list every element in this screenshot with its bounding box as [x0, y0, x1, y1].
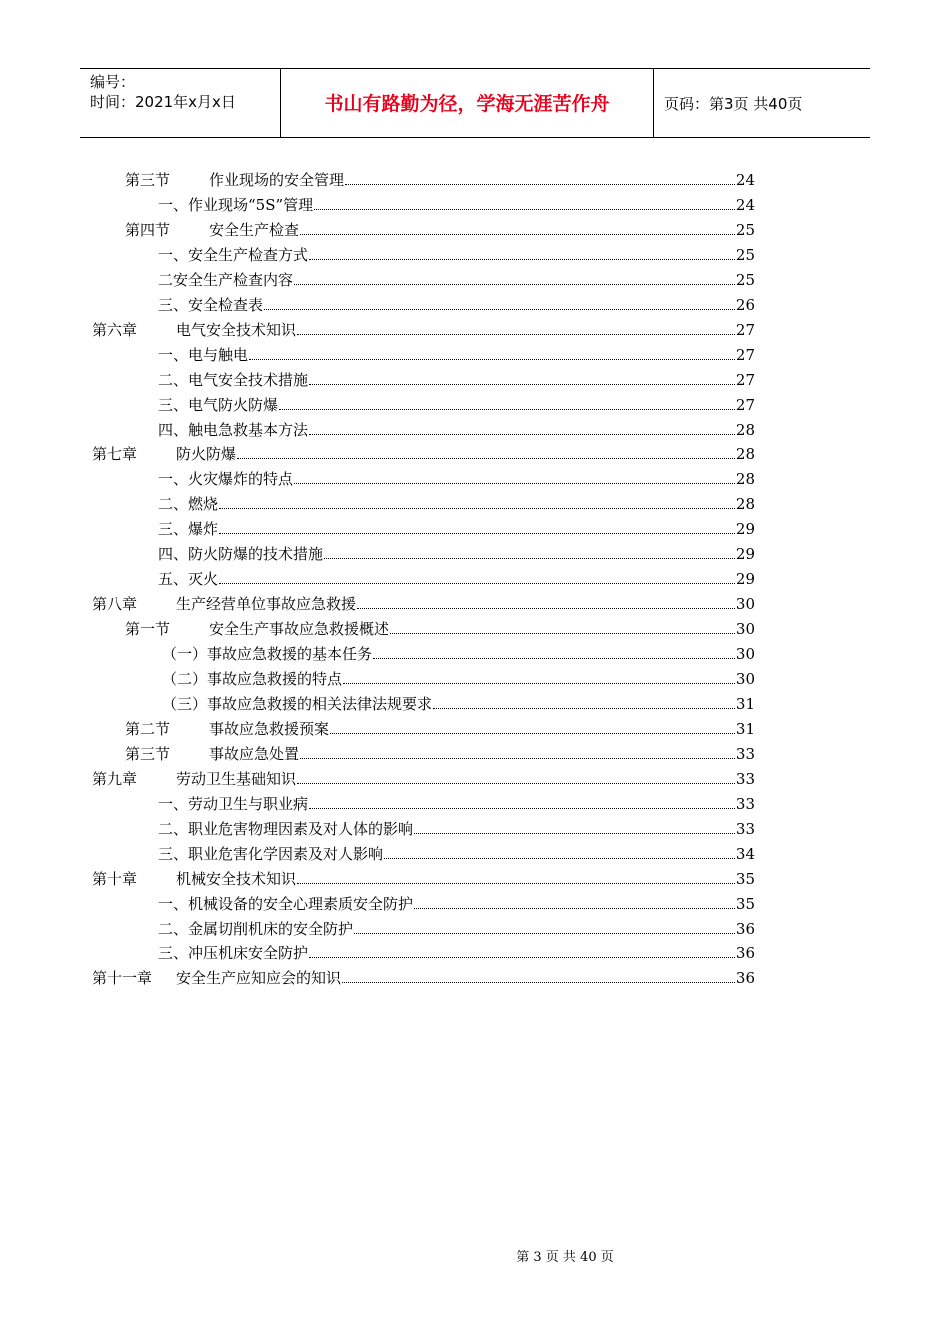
toc-entry-page: 27 [735, 345, 755, 364]
toc-entry[interactable] [92, 769, 755, 789]
toc-entry[interactable] [92, 968, 755, 988]
document-date: 时间：2021年x月x日 [90, 93, 236, 111]
toc-entry-page: 34 [735, 844, 755, 863]
toc-entry[interactable] [158, 395, 755, 415]
toc-entry-title: 安全生产应知应会的知识 [176, 969, 342, 988]
toc-dot-leader [433, 694, 735, 709]
toc-entry[interactable] [158, 943, 755, 963]
toc-entry-title: 作业现场的安全管理 [209, 171, 345, 189]
toc-entry-title: 一、机械设备的安全心理素质安全防护 [158, 894, 414, 913]
toc-entry-title: 三、电气防火防爆 [158, 395, 279, 414]
toc-dot-leader [249, 345, 735, 360]
toc-entry[interactable] [92, 869, 755, 889]
toc-entry-title: 防火防爆 [176, 445, 237, 464]
toc-entry[interactable] [158, 195, 755, 215]
toc-entry-page: 28 [735, 420, 755, 439]
toc-entry-prefix: 第十章 [92, 869, 138, 888]
toc-entry-prefix: 第三节 [125, 171, 171, 189]
toc-entry[interactable] [92, 320, 755, 340]
toc-entry[interactable] [158, 569, 755, 589]
toc-entry-title: 三、安全检查表 [158, 295, 264, 314]
toc-entry[interactable] [158, 370, 755, 390]
toc-entry[interactable] [125, 170, 755, 190]
toc-entry-title: 二、职业危害物理因素及对人体的影响 [158, 819, 414, 838]
toc-dot-leader [354, 919, 735, 934]
toc-dot-leader [219, 569, 735, 584]
toc-entry-title: 三、职业危害化学因素及对人影响 [158, 844, 384, 863]
toc-entry-prefix: 第四节 [125, 220, 171, 239]
toc-entry-title: 四、防火防爆的技术措施 [158, 545, 324, 564]
toc-dot-leader [279, 395, 735, 410]
toc-entry[interactable] [158, 245, 755, 265]
toc-entry-title: 二、燃烧 [158, 495, 219, 514]
page-footer [0, 1246, 950, 1265]
toc-entry-page: 26 [735, 295, 755, 314]
toc-entry-title: 二、电气安全技术措施 [158, 370, 309, 389]
toc-entry-prefix: 第十一章 [92, 969, 153, 988]
toc-dot-leader [345, 170, 735, 185]
toc-entry-page: 30 [735, 620, 755, 639]
toc-entry-title: 一、火灾爆炸的特点 [158, 470, 294, 489]
toc-dot-leader [237, 444, 735, 459]
toc-entry-title: （三）事故应急救援的相关法律法规要求 [162, 694, 433, 713]
toc-dot-leader [314, 195, 735, 210]
toc-entry[interactable] [158, 844, 755, 864]
toc-dot-leader [264, 295, 735, 310]
toc-entry-title: 二、金属切削机床的安全防护 [158, 919, 354, 938]
toc-entry-title: 机械安全技术知识 [176, 869, 297, 888]
toc-entry[interactable] [125, 619, 755, 639]
toc-entry-prefix: 第八章 [92, 595, 138, 614]
toc-entry[interactable] [158, 469, 755, 489]
toc-entry-title: 事故应急救援预案 [209, 719, 330, 738]
toc-entry-page: 28 [735, 495, 755, 514]
toc-entry-page: 25 [735, 220, 755, 239]
toc-entry[interactable] [158, 494, 755, 514]
toc-entry-page: 29 [735, 570, 755, 589]
header-motto: 书山有路勤为径，学海无涯苦作舟 [324, 93, 610, 115]
toc-dot-leader [300, 744, 735, 759]
toc-dot-leader [297, 869, 735, 884]
toc-entry-title: 三、爆炸 [158, 520, 219, 539]
toc-entry[interactable] [158, 544, 755, 564]
toc-entry-title: 事故应急处置 [209, 744, 300, 763]
toc-entry-page: 25 [735, 270, 755, 289]
toc-entry-page: 33 [735, 819, 755, 838]
header-meta-cell [80, 69, 281, 137]
toc-entry-title: 四、触电急救基本方法 [158, 420, 309, 439]
toc-entry[interactable] [158, 519, 755, 539]
toc-entry[interactable] [162, 644, 755, 664]
toc-entry-title: （二）事故应急救援的特点 [162, 670, 343, 688]
toc-entry-page: 36 [735, 969, 755, 988]
toc-entry-page: 28 [735, 470, 755, 489]
footer-page-number: 第 3 页 共 40 页 [516, 1250, 614, 1265]
toc-entry-title: 安全生产检查 [209, 220, 300, 239]
toc-entry-page: 35 [735, 894, 755, 913]
toc-dot-leader [324, 544, 735, 559]
toc-dot-leader [309, 420, 735, 435]
toc-entry-title: 安全生产事故应急救援概述 [209, 620, 390, 639]
toc-entry-prefix: 第一节 [125, 620, 171, 639]
toc-entry-page: 30 [735, 645, 755, 664]
toc-entry-title: 二安全生产检查内容 [158, 270, 294, 289]
toc-entry-page: 36 [735, 944, 755, 963]
toc-entry-title: 一、作业现场“5S”管理 [158, 195, 314, 214]
toc-dot-leader [309, 794, 735, 809]
toc-entry-prefix: 第七章 [92, 445, 138, 464]
toc-dot-leader [330, 719, 735, 734]
toc-dot-leader [309, 370, 735, 385]
toc-entry-prefix: 第九章 [92, 769, 138, 788]
header-motto-cell [281, 69, 654, 137]
toc-entry-page: 29 [735, 520, 755, 539]
toc-entry[interactable] [158, 894, 755, 914]
toc-dot-leader [294, 469, 735, 484]
toc-entry-page: 27 [735, 320, 755, 339]
toc-dot-leader [414, 894, 735, 909]
toc-dot-leader [297, 320, 735, 335]
toc-dot-leader [390, 619, 735, 634]
toc-dot-leader [219, 519, 735, 534]
toc-entry-page: 33 [735, 744, 755, 763]
toc-entry-page: 31 [735, 719, 755, 738]
toc-entry-page: 29 [735, 545, 755, 564]
header-page-info: 页码：第3页 共40页 [664, 95, 803, 113]
toc-entry[interactable] [125, 719, 755, 739]
toc-entry[interactable] [158, 794, 755, 814]
toc-dot-leader [357, 594, 735, 609]
toc-entry[interactable] [158, 345, 755, 365]
toc-entry-title: 一、电与触电 [158, 345, 249, 364]
toc-dot-leader [294, 270, 735, 285]
toc-entry[interactable] [92, 444, 755, 464]
toc-dot-leader [219, 494, 735, 509]
toc-entry[interactable] [158, 270, 755, 290]
toc-entry-page: 27 [735, 395, 755, 414]
toc-entry-prefix: 第六章 [92, 320, 138, 339]
toc-entry[interactable] [158, 295, 755, 315]
toc-entry[interactable] [158, 919, 755, 939]
toc-entry[interactable] [92, 594, 755, 614]
toc-entry-page: 25 [735, 245, 755, 264]
toc-dot-leader [342, 968, 735, 983]
document-number-label: 编号： [90, 73, 136, 91]
toc-entry[interactable] [125, 744, 755, 764]
toc-entry-page: 36 [735, 919, 755, 938]
toc-entry[interactable] [162, 669, 755, 689]
toc-entry-title: 劳动卫生基础知识 [176, 769, 297, 788]
toc-entry-page: 24 [735, 171, 755, 189]
toc-entry-page: 24 [735, 195, 755, 214]
toc-entry-page: 33 [735, 794, 755, 813]
toc-entry-page: 33 [735, 769, 755, 788]
toc-entry-title: 一、劳动卫生与职业病 [158, 794, 309, 813]
toc-entry-page: 30 [735, 595, 755, 614]
toc-dot-leader [309, 943, 735, 958]
toc-dot-leader [297, 769, 735, 784]
header-page-cell [654, 69, 870, 137]
toc-entry-title: 一、安全生产检查方式 [158, 245, 309, 264]
toc-entry-page: 35 [735, 869, 755, 888]
toc-entry[interactable] [158, 420, 755, 440]
toc-dot-leader [343, 669, 735, 684]
toc-entry[interactable] [158, 819, 755, 839]
toc-entry-title: （一）事故应急救援的基本任务 [162, 645, 373, 664]
toc-entry-title: 生产经营单位事故应急救援 [176, 595, 357, 614]
toc-dot-leader [309, 245, 735, 260]
toc-dot-leader [373, 644, 735, 659]
toc-entry-prefix: 第二节 [125, 719, 171, 738]
toc-dot-leader [300, 220, 735, 235]
toc-entry-page: 31 [735, 694, 755, 713]
toc-entry[interactable] [125, 220, 755, 240]
page-header [80, 68, 870, 138]
toc-entry-page: 27 [735, 370, 755, 389]
toc-dot-leader [414, 819, 735, 834]
toc-entry-prefix: 第三节 [125, 744, 171, 763]
toc-entry-page: 28 [735, 445, 755, 464]
toc-dot-leader [384, 844, 735, 859]
toc-entry[interactable] [162, 694, 755, 714]
toc-entry-title: 三、冲压机床安全防护 [158, 944, 309, 963]
toc-entry-page: 30 [735, 670, 755, 688]
toc-entry-title: 五、灭火 [158, 570, 219, 589]
toc-entry-title: 电气安全技术知识 [176, 320, 297, 339]
